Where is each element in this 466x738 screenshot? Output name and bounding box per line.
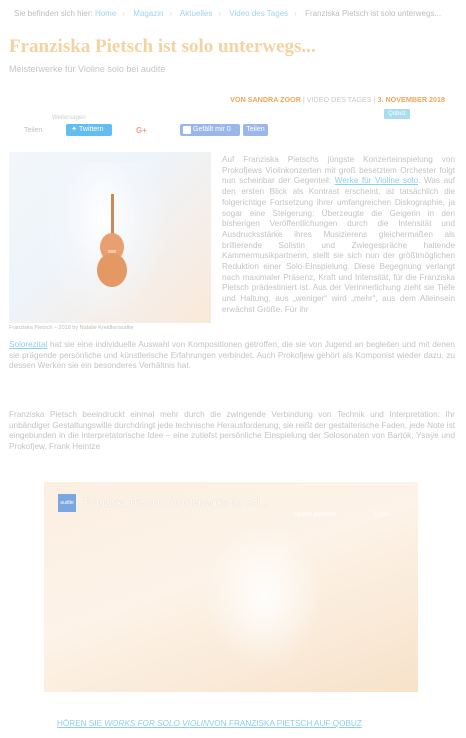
byline-author[interactable]: VON SANDRA ZOOR [230,95,301,104]
werke-link[interactable]: Werke für Violine solo [334,176,419,186]
body-paragraph-1-cont [9,340,455,372]
body-text: hat sie eine individuelle Auswahl von Kompositionen getroffen, die sie von Jugend an begleiten und mit denen sie prägende persönliche und künstlerische Erfahrungen verbindet. Auch Prokofjew gehört als Komponist wieder dazu, zu dessen Werken sie ein besonderes Verhältnis hat. [9,340,455,371]
listen-text-title: WORKS FOR SOLO VIOLIN [104,719,209,728]
twitter-button[interactable] [66,124,112,136]
qobuz-tag[interactable]: Qobuz [384,109,410,119]
body-paragraph-1 [222,155,455,316]
channel-logo[interactable]: audite [58,494,76,512]
page-title: Franziska Pietsch ist solo unterwegs... [9,36,316,57]
photo-caption: Franziska Pietsch – 2018 by Natalie Kreidler/audite [9,325,134,331]
facebook-like-label: Gefällt mir 0 [193,126,231,133]
page-subtitle: Meisterwerke für Violine solo bei audite [9,64,166,74]
video-thumbnail-glow [204,522,324,672]
share-teilen-text[interactable]: Teilen [24,127,43,134]
listen-text-b: VON FRANZISKA PIETSCH AUF QOBUZ [208,719,362,728]
breadcrumb-home[interactable]: Home [94,9,117,18]
breadcrumb-prefix: Sie befinden sich hier: [14,9,93,18]
body-paragraph-2: Franziska Pietsch beeindruckt einmal mehr durch die zwingende Verbindung von Technik und Interpretation: Ihr unbändiger Gestaltungswille durchdringt jede technische Herausforderung, sie reißt der gestalterische Faden, jede Note ist eingebunden in die interpretatorische Idee – eine zutiefst persönliche Einspielung der Solosonaten von Bartók, Ysaÿe und Prokofjew. Frank Heintze [9,410,455,452]
byline-section[interactable]: VIDEO DES TAGES [306,95,372,104]
video-share-button[interactable]: Teilen [374,512,390,518]
facebook-like-button[interactable] [180,124,240,136]
article-photo [9,152,211,323]
violin-image [95,192,129,292]
breadcrumb-video-des-tages[interactable]: Video des Tages [229,9,289,18]
twitter-bird-icon: ✦ [71,126,77,133]
twitter-label: Twittern [79,126,104,133]
video-title[interactable]: Franziska Pietsch | masterworks for Sol... [84,498,268,509]
facebook-share-button[interactable]: Teilen [243,124,268,136]
thumbs-up-icon [183,126,191,134]
body-text: . Was auf den ersten Blick als Kontrast erscheint, ist tatsächlich die folgerichtige Fortsetzung ihrer umfangreichen Diskographie, ja sogar eine Steigerung: Überzeugte die Geigerin in den bisherigen Veröffentlichungen durch die Intensität und Ausdrucksstärke ihres Musizierens gleichermaßen als brillierende Solistin und Zwiegespräche haltende Kammermusikpartnerin, stellt sie sich nun der größtmöglichen Reduktion einer Solo-Einspielung. Diese Begegnung verlangt nach maximaler Präsenz, Kraft und Intensität, für die Franziska Pietsch prädestiniert ist. Aus der Verinnerlichung zieht sie Tiefe und Haltung, aus „weniger“ wird „mehr“, aus dem Alleinsein erwächst Größe. Für ihr [222,176,455,314]
body-text: Auf Franziska Pietschs jüngste Konzerteinspielung von Prokofjews Violinkonzerten mit groß besetztem Orchester folgt nun scheinbar der Gegenteil: [222,155,455,186]
solorezital-link[interactable]: Solorezital [9,340,48,349]
breadcrumb-current: Franziska Pietsch ist solo unterwegs... [305,9,442,18]
listen-text-a: HÖREN SIE [57,719,103,728]
qobuz-listen-link[interactable] [57,719,362,728]
watch-later-button[interactable]: Später ansehen [294,512,337,518]
byline: VON SANDRA ZOOR | VIDEO DES TAGES | 3. NOVEMBER 2018 [230,95,445,104]
byline-date: 3. NOVEMBER 2018 [377,95,445,104]
breadcrumb: Sie befinden sich hier: Home › Magazin › Aktuelles › Video des Tages › Franziska Pietsch ist solo unterwegs... [14,9,442,18]
breadcrumb-aktuelles[interactable]: Aktuelles [179,9,213,18]
video-player[interactable] [44,482,418,692]
breadcrumb-magazin[interactable]: Magazin [133,9,164,18]
google-plus-button[interactable]: G+ [136,126,147,135]
share-label: Weitersagen [52,115,86,121]
